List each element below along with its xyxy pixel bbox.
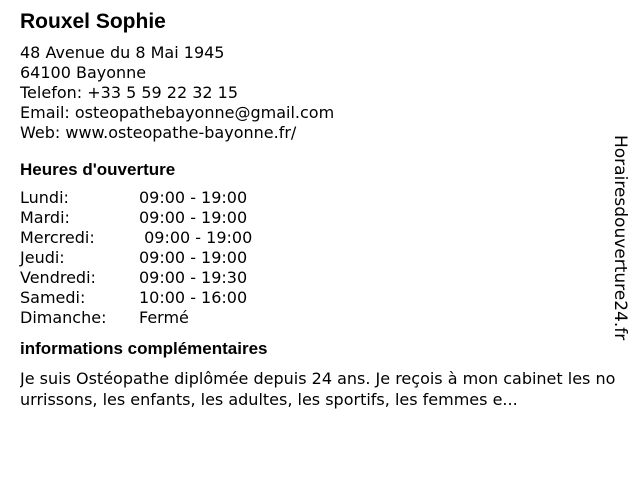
hours-row [20,208,252,228]
hours-value: 10:00 - 16:00 [139,288,248,307]
business-name: Rouxel Sophie [20,10,166,33]
business-card [20,10,616,410]
hours-value: 09:00 - 19:00 [139,188,248,207]
hours-value: 09:00 - 19:00 [139,228,253,247]
day-label: Jeudi: [20,248,65,267]
hours-row [20,268,252,288]
web-line: Web: www.osteopathe-bayonne.fr/ [20,123,297,142]
site-watermark: Horairesdouverture24.fr [610,135,630,341]
additional-info-text: Je suis Ostéopathe diplômée depuis 24 ans. Je reçois à mon cabinet les nourrissons, les enfants, les adultes, les sportifs, les femmes e... [20,369,616,409]
hours-value: 09:00 - 19:00 [139,208,248,227]
day-label: Dimanche: [20,308,107,327]
hours-row [20,288,252,308]
hours-value: 09:00 - 19:00 [139,248,248,267]
address-line-1: 48 Avenue du 8 Mai 1945 [20,43,225,62]
day-label: Mardi: [20,208,70,227]
hours-row [20,228,252,248]
opening-hours-heading: Heures d'ouverture [20,160,176,179]
phone-line: Telefon: +33 5 59 22 32 15 [20,83,239,102]
day-label: Mercredi: [20,228,95,247]
hours-value: 09:00 - 19:30 [139,268,248,287]
additional-info-heading: informations complémentaires [20,339,268,358]
hours-row [20,188,252,208]
address-line-2: 64100 Bayonne [20,63,147,82]
hours-value: Fermé [139,308,189,327]
day-label: Lundi: [20,188,69,207]
hours-row [20,248,252,268]
day-label: Vendredi: [20,268,96,287]
email-line: Email: osteopathebayonne@gmail.com [20,103,335,122]
hours-row [20,308,252,328]
opening-hours-table [20,188,252,328]
day-label: Samedi: [20,288,86,307]
